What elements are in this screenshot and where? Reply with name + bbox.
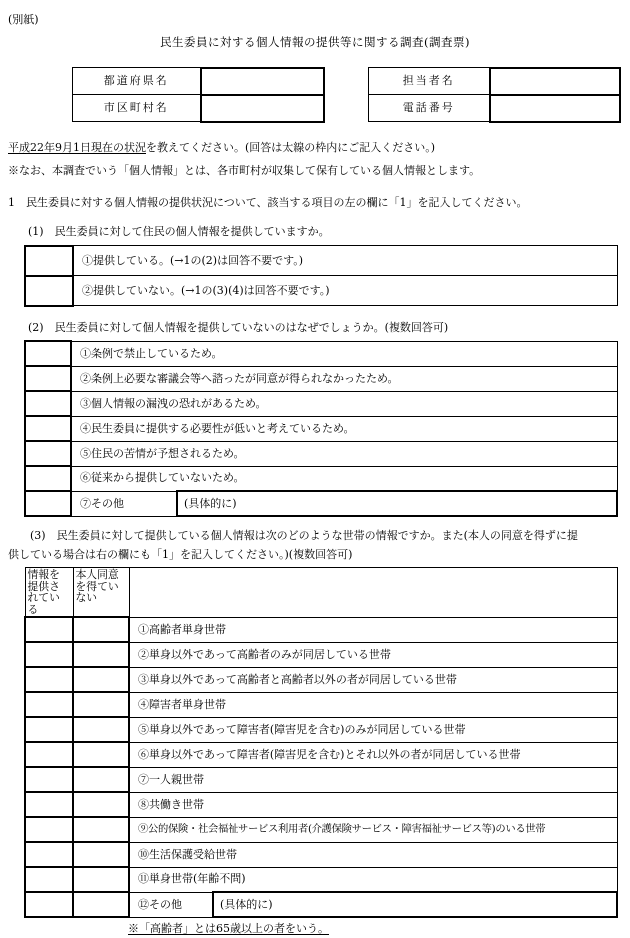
no-consent-answer-box[interactable]: [73, 642, 129, 667]
contact-person-input[interactable]: [490, 68, 620, 95]
item-label: ⑧共働き世帯: [129, 792, 617, 817]
item-label: ⑤単身以外であって障害者(障害児を含む)のみが同居している世帯: [129, 717, 617, 742]
other-option-label: ⑫その他: [129, 892, 213, 917]
table-row: [25, 842, 617, 867]
table-row: [25, 767, 617, 792]
answer-box[interactable]: [25, 391, 71, 416]
item-label: ③個人情報の漏洩の恐れがあるため。: [71, 391, 617, 416]
table-row: [25, 441, 617, 466]
table-row: [25, 391, 617, 416]
table-row: [25, 717, 617, 742]
no-consent-answer-box[interactable]: [73, 742, 129, 767]
table-row: [25, 491, 617, 516]
item-label: ②条例上必要な審議会等へ諮ったが同意が得られなかったため。: [71, 366, 617, 391]
no-consent-answer-box[interactable]: [73, 842, 129, 867]
no-consent-answer-box[interactable]: [73, 792, 129, 817]
column-header-provided: 情報を提供されている: [25, 568, 73, 618]
table-row: [25, 867, 617, 892]
answer-box[interactable]: [25, 416, 71, 441]
contact-table-right: [368, 67, 622, 123]
provided-answer-box[interactable]: [25, 617, 73, 642]
provided-answer-box[interactable]: [25, 767, 73, 792]
prefecture-input[interactable]: [201, 68, 324, 95]
no-consent-answer-box[interactable]: [73, 717, 129, 742]
intro-line-2: ※なお、本調査でいう「個人情報」とは、各市町村が収集して保有している個人情報とします。: [8, 163, 481, 177]
item-label: ①提供している。(→1の(2)は回答不要です。): [73, 246, 618, 276]
table-row: [73, 68, 324, 95]
table-row: [25, 466, 617, 491]
question1-table: [24, 245, 618, 307]
intro-line-1-rest: を教えてください。(回答は太線の枠内にご記入ください。): [146, 140, 436, 154]
no-consent-answer-box[interactable]: [73, 692, 129, 717]
provided-answer-box[interactable]: [25, 792, 73, 817]
provided-answer-box[interactable]: [25, 642, 73, 667]
answer-box[interactable]: [25, 276, 73, 306]
question2-label: (2) 民生委員に対して個人情報を提供していないのはなぜでしょうか。(複数回答可): [28, 320, 449, 334]
item-label: ④民生委員に提供する必要性が低いと考えているため。: [71, 416, 617, 441]
item-label: ③単身以外であって高齢者と高齢者以外の者が同居している世帯: [129, 667, 617, 692]
table-row: [368, 68, 620, 95]
table-row: [25, 817, 617, 842]
table-header-row: [25, 568, 617, 618]
table-row: [25, 341, 617, 366]
answer-box[interactable]: [25, 246, 73, 276]
prefecture-label: 都道府県名: [73, 68, 201, 95]
item-label: ⑦一人親世帯: [129, 767, 617, 792]
item-label: ②提供していない。(→1の(3)(4)は回答不要です。): [73, 276, 618, 306]
column-header-household: [129, 568, 617, 618]
no-consent-answer-box[interactable]: [73, 767, 129, 792]
provided-answer-box[interactable]: [25, 817, 73, 842]
column-header-no-consent: 本人同意を得ていない: [73, 568, 129, 618]
no-consent-answer-box[interactable]: [73, 817, 129, 842]
other-detail-input[interactable]: (具体的に): [177, 491, 617, 516]
provided-answer-box[interactable]: [25, 742, 73, 767]
table-row: [25, 692, 617, 717]
item-label: ⑩生活保護受給世帯: [129, 842, 617, 867]
other-option-label: ⑦その他: [71, 491, 177, 516]
answer-box[interactable]: [25, 341, 71, 366]
answer-box[interactable]: [25, 366, 71, 391]
municipality-input[interactable]: [201, 95, 324, 122]
table-row: [25, 792, 617, 817]
contact-table-left: [72, 67, 325, 123]
table-row: [25, 742, 617, 767]
question1-label: (1) 民生委員に対して住民の個人情報を提供していますか。: [28, 225, 330, 239]
provided-answer-box[interactable]: [25, 667, 73, 692]
item-label: ⑥従来から提供していないため。: [71, 466, 617, 491]
contact-person-label: 担当者名: [368, 68, 490, 95]
no-consent-answer-box[interactable]: [73, 867, 129, 892]
table-row: [73, 95, 324, 122]
table-row: [25, 276, 618, 306]
section1-heading: 1 民生委員に対する個人情報の提供状況について、該当する項目の左の欄に「1」を記入してください。: [8, 195, 528, 209]
no-consent-answer-box[interactable]: [73, 667, 129, 692]
question2-table: [24, 340, 618, 517]
item-label: ②単身以外であって高齢者のみが同居している世帯: [129, 642, 617, 667]
elderly-definition-footnote: ※「高齢者」とは65歳以上の者をいう。: [128, 922, 329, 936]
item-label: ④障害者単身世帯: [129, 692, 617, 717]
item-label: ⑥単身以外であって障害者(障害児を含む)とそれ以外の者が同居している世帯: [129, 742, 617, 767]
phone-number-label: 電話番号: [368, 95, 490, 122]
page-title: 民生委員に対する個人情報の提供等に関する調査(調査票): [160, 34, 470, 49]
provided-answer-box[interactable]: [25, 842, 73, 867]
question3-label: (3) 民生委員に対して提供している個人情報は次のどのような世帯の情報ですか。また(本人の同意を得ずに提供している場合は右の欄にも「1」を記入してください。)(複数回答可): [8, 529, 578, 562]
item-label: ⑨公的保険・社会福祉サービス利用者(介護保険サービス・障害福祉サービス等)のいる世帯: [129, 817, 617, 842]
answer-box[interactable]: [25, 491, 71, 516]
provided-answer-box[interactable]: [25, 692, 73, 717]
question3-table: [24, 567, 618, 918]
item-label: ①高齢者単身世帯: [129, 617, 617, 642]
item-label: ⑤住民の苦情が予想されるため。: [71, 441, 617, 466]
table-row: [25, 246, 618, 276]
provided-answer-box[interactable]: [25, 867, 73, 892]
table-row: [25, 366, 617, 391]
no-consent-answer-box[interactable]: [73, 617, 129, 642]
table-row: [25, 892, 617, 917]
intro-date-underlined: 平成22年9月1日現在の状況: [8, 140, 146, 154]
contact-header-tables: [72, 67, 622, 123]
intro-block: [8, 136, 622, 182]
intro-line-1: [8, 136, 622, 159]
table-row: [25, 617, 617, 642]
provided-answer-box[interactable]: [25, 892, 73, 917]
table-row: [25, 642, 617, 667]
item-label: ⑪単身世帯(年齢不問): [129, 867, 617, 892]
table-row: [25, 416, 617, 441]
provided-answer-box[interactable]: [25, 717, 73, 742]
corner-note: (別紙): [8, 13, 39, 26]
item-label: ①条例で禁止しているため。: [71, 341, 617, 366]
table-row: [368, 95, 620, 122]
other-detail-input[interactable]: (具体的に): [213, 892, 617, 917]
answer-box[interactable]: [25, 441, 71, 466]
answer-box[interactable]: [25, 466, 71, 491]
table-row: [25, 667, 617, 692]
phone-number-input[interactable]: [490, 95, 620, 122]
no-consent-answer-box[interactable]: [73, 892, 129, 917]
municipality-label: 市区町村名: [73, 95, 201, 122]
